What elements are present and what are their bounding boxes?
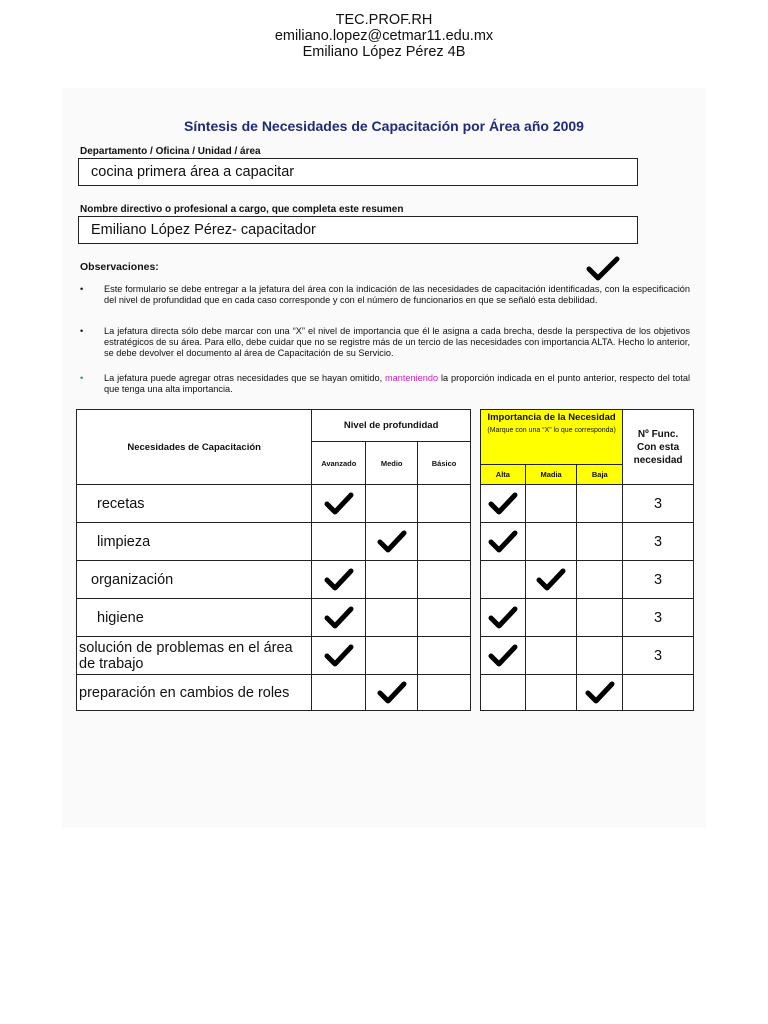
importance-table	[480, 409, 694, 711]
importance-high-cell	[481, 675, 526, 711]
depth-medium-cell	[366, 561, 418, 599]
table-row	[481, 599, 694, 637]
checkmark-icon	[577, 680, 622, 706]
table-row	[481, 485, 694, 523]
observations-title: Observaciones:	[80, 261, 159, 273]
need-cell: organización	[77, 561, 312, 599]
table-row	[481, 675, 694, 711]
count-cell	[623, 675, 694, 711]
importance-high-cell	[481, 637, 526, 675]
count-cell: 3	[623, 523, 694, 561]
checkmark-icon	[312, 643, 365, 669]
checkmark-icon	[312, 567, 365, 593]
importance-medium-cell	[525, 523, 577, 561]
table-row	[77, 675, 471, 711]
observation-2-text: La jefatura directa sólo debe marcar con una “X” el nivel de importancia que él le asigna a cada brecha, desde la perspectiva de los objetivos estratégicos de su área. Para ello, debe cuidar que no se registre más de un tercio de las necesidades con importancia ALTA. Hecho lo anterior, se debe devolver el documento al área de Capacitación de su Servicio.	[104, 326, 690, 358]
depth-table	[76, 409, 471, 711]
depth-basic-cell	[418, 675, 471, 711]
depth-basic-cell	[418, 561, 471, 599]
depth-advanced-cell	[312, 599, 366, 637]
checkmark-icon	[366, 680, 417, 706]
depth-medium-header: Medio	[366, 442, 418, 485]
dept-field: cocina primera área a capacitar	[78, 158, 638, 186]
table-row	[77, 485, 471, 523]
needs-header: Necesidades de Capacitación	[77, 410, 312, 485]
importance-low-header: Baja	[577, 465, 623, 485]
depth-advanced-cell	[312, 523, 366, 561]
need-cell: limpieza	[77, 523, 312, 561]
checkmark-icon	[481, 529, 525, 555]
importance-low-cell	[577, 675, 623, 711]
importance-low-cell	[577, 599, 623, 637]
checkmark-icon	[481, 491, 525, 517]
observation-3-text: La jefatura puede agregar otras necesidades que se hayan omitido, manteniendo la proporción indicada en el punto anterior, respecto del total que tenga una alta importancia.	[104, 373, 690, 394]
depth-basic-header: Básico	[418, 442, 471, 485]
importance-low-cell	[577, 637, 623, 675]
depth-medium-cell	[366, 599, 418, 637]
checkmark-icon	[481, 643, 525, 669]
bullet-icon: •	[80, 284, 84, 294]
depth-basic-cell	[418, 599, 471, 637]
importance-high-cell	[481, 485, 526, 523]
bullet-icon: •	[80, 326, 84, 336]
importance-note: (Marque con una “X” lo que corresponda)	[487, 427, 616, 434]
checkmark-icon	[526, 567, 577, 593]
depth-advanced-cell	[312, 637, 366, 675]
importance-medium-cell	[525, 599, 577, 637]
count-cell: 3	[623, 637, 694, 675]
observation-1	[80, 284, 690, 318]
importance-medium-cell	[525, 561, 577, 599]
table-row	[481, 561, 694, 599]
importance-low-cell	[577, 485, 623, 523]
importance-medium-cell	[525, 637, 577, 675]
importance-header: Importancia de la Necesidad (Marque con una “X” lo que corresponda)	[481, 410, 623, 465]
observation-3	[80, 373, 690, 397]
director-label: Nombre directivo o profesional a cargo, que completa este resumen	[80, 204, 404, 215]
table-row	[77, 637, 471, 675]
bullet-icon: •	[80, 373, 84, 383]
importance-high-cell	[481, 523, 526, 561]
count-header: Nº Func. Con esta necesidad	[623, 410, 694, 485]
depth-basic-cell	[418, 485, 471, 523]
need-cell: solución de problemas en el área de trabajo	[77, 637, 312, 675]
form-title: Síntesis de Necesidades de Capacitación por Área año 2009	[184, 118, 584, 134]
importance-high-cell	[481, 599, 526, 637]
depth-medium-cell	[366, 675, 418, 711]
table-row	[77, 561, 471, 599]
importance-medium-header: Madia	[525, 465, 577, 485]
checkmark-icon	[481, 605, 525, 631]
dept-label: Departamento / Oficina / Unidad / área	[80, 146, 261, 157]
need-cell: preparación en cambios de roles	[77, 675, 312, 711]
count-cell: 3	[623, 599, 694, 637]
importance-high-header: Alta	[481, 465, 526, 485]
observation-2	[80, 326, 690, 360]
importance-low-cell	[577, 561, 623, 599]
count-cell: 3	[623, 485, 694, 523]
need-cell: higiene	[77, 599, 312, 637]
header-email: emiliano.lopez@cetmar11.edu.mx	[274, 28, 494, 44]
director-field: Emiliano López Pérez- capacitador	[78, 216, 638, 244]
observation-1-text: Este formulario se debe entregar a la jefatura del área con la indicación de las necesidades de capacitación identificadas, con la especificación del nivel de profundidad que en cada caso corresponde y con el número de funcionarios en que se señaló esta debilidad.	[104, 284, 690, 305]
importance-medium-cell	[525, 485, 577, 523]
depth-advanced-cell	[312, 561, 366, 599]
page-header	[0, 12, 768, 60]
importance-high-cell	[481, 561, 526, 599]
depth-advanced-cell	[312, 485, 366, 523]
importance-low-cell	[577, 523, 623, 561]
checkmark-icon	[366, 529, 417, 555]
header-name: Emiliano López Pérez 4B	[302, 44, 466, 60]
table-row	[481, 637, 694, 675]
depth-medium-cell	[366, 637, 418, 675]
depth-advanced-cell	[312, 675, 366, 711]
checkmark-icon	[312, 605, 365, 631]
table-row	[77, 523, 471, 561]
depth-medium-cell	[366, 523, 418, 561]
header-line-1: TEC.PROF.RH	[335, 12, 433, 28]
count-cell: 3	[623, 561, 694, 599]
depth-basic-cell	[418, 523, 471, 561]
checkmark-icon	[312, 491, 365, 517]
importance-medium-cell	[525, 675, 577, 711]
depth-header: Nivel de profundidad	[312, 410, 471, 442]
checkmark-icon	[586, 255, 620, 283]
table-row	[77, 599, 471, 637]
depth-advanced-header: Avanzado	[312, 442, 366, 485]
depth-basic-cell	[418, 637, 471, 675]
table-row	[481, 523, 694, 561]
need-cell: recetas	[77, 485, 312, 523]
depth-medium-cell	[366, 485, 418, 523]
